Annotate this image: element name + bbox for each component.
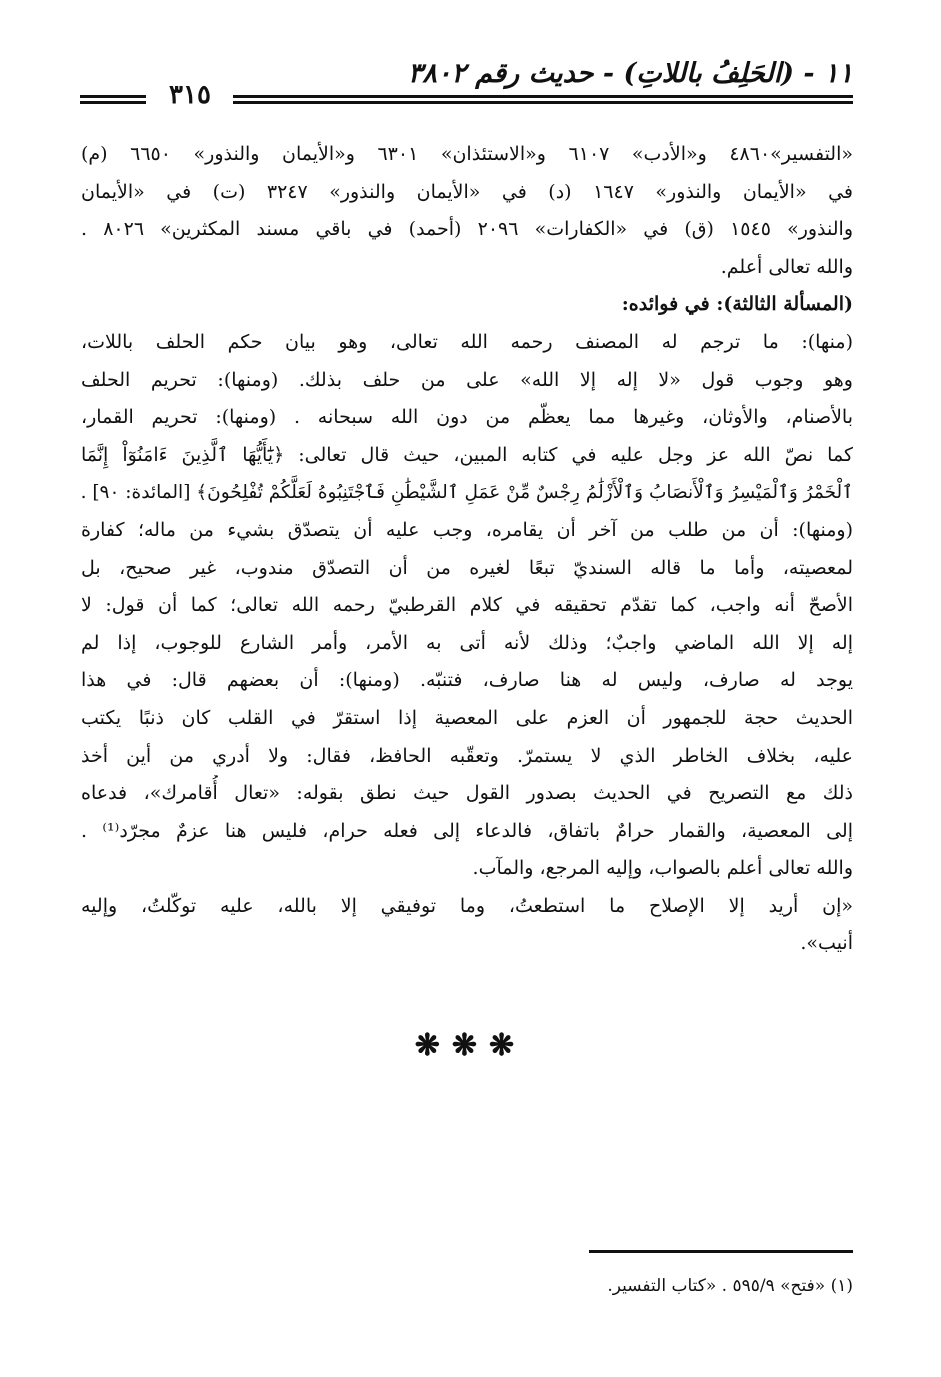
text-line: (ومنها): أن من طلب من آخر أن يقامره، وجب عليه أن يتصدّق بشيء من ماله؛ كفارة xyxy=(81,518,853,541)
text-line: لمعصيته، وأما ما قاله السنديّ تبعًا لغيره من أن التصدّق مندوب، غير صحيح، بل xyxy=(81,556,853,579)
footnote-rule xyxy=(589,1250,853,1253)
text-line: أنيب». xyxy=(800,932,853,955)
header-rule-right xyxy=(233,95,853,105)
footnote: (١) «فتح» ٥٩٥/٩ . «كتاب التفسير. xyxy=(607,1276,853,1296)
text-line: كما نصّ الله عز وجل عليه في كتابه المبين، حيث قال تعالى: ﴿يَٰٓأَيُّهَا ٱلَّذِينَ ءَامَنُوٓاْ إِنَّمَا xyxy=(81,443,853,466)
text-line: (منها): ما ترجم له المصنف رحمه الله تعالى، وهو بيان حكم الحلف باللات، xyxy=(81,330,853,353)
text-line: عليه، بخلاف الخاطر الذي لا يستمرّ. وتعقّبه الحافظ، فقال: ولا أدري من أين أخذ xyxy=(81,744,853,767)
text-line: «التفسير»٤٨٦٠ و«الأدب» ٦١٠٧ و«الاستئذان» ٦٣٠١ و«الأيمان والنذور» ٦٦٥٠ (م) xyxy=(81,143,853,165)
text-line: والنذور» ١٥٤٥ (ق) في «الكفارات» ٢٠٩٦ (أحمد) في باقي مسند المكثرين» ٨٠٢٦ . xyxy=(81,218,853,241)
text-line: الحديث حجة للجمهور أن العزم على المعصية إذا استقرّ في القلب كان ذنبًا يكتب xyxy=(81,706,853,729)
chapter-title: ١١ - (الحَلِفُ باللاتِ) - حديث رقم ٣٨٠٢ xyxy=(407,58,853,89)
body-text xyxy=(81,136,853,963)
text-line: في «الأيمان والنذور» ١٦٤٧ (د) في «الأيمان والنذور» ٣٢٤٧ (ت) في «الأيمان xyxy=(81,180,853,203)
text-line: إلى المعصية، والقمار حرامٌ باتفاق، فالدعاء إلى فعله حرام، فليس هنا عزمٌ مجرّد⁽¹⁾ . xyxy=(81,819,853,842)
text-line: إله إلا الله الماضي واجبٌ؛ وذلك لأنه أتى به الأمر، وأمر الشارع للوجوب، إذا لم xyxy=(81,631,853,654)
header-rule-left xyxy=(80,95,146,105)
text-line: ذلك مع التصريح في الحديث بصدور القول حيث نطق بقوله: «تعال أُقامرك»، فدعاه xyxy=(81,782,853,805)
text-line: وهو وجوب قول «لا إله إلا الله» على من حلف بذلك. (ومنها): تحريم الحلف xyxy=(81,368,853,391)
page-number: ٣١٥ xyxy=(169,80,211,110)
text-line: بالأصنام، والأوثان، وغيرها مما يعظّم من دون الله سبحانه . (ومنها): تحريم القمار، xyxy=(81,406,853,429)
text-line: والله تعالى أعلم. xyxy=(720,255,853,278)
text-line: يوجد له صارف، وليس له هنا صارف، فتنبّه. (ومنها): أن بعضهم قال: في هذا xyxy=(81,669,853,692)
text-line: الأصحّ أنه واجب، كما تقدّم تحقيقه في كلام القرطبيّ رحمه الله تعالى؛ كما أن قول: لا xyxy=(81,594,853,617)
text-line: «إن أريد إلا الإصلاح ما استطعتُ، وما توفيقي إلا بالله، عليه توكّلتُ، وإليه xyxy=(81,894,853,917)
text-line: والله تعالى أعلم بالصواب، وإليه المرجع، والمآب. xyxy=(472,857,853,880)
quran-verse-line: ٱلْخَمْرُ وَٱلْمَيْسِرُ وَٱلْأَنصَابُ وَٱلْأَزْلَٰمُ رِجْسٌ مِّنْ عَمَلِ ٱلشَّيْطَٰنِ فَٱجْتَنِبُوهُ لَعَلَّكُمْ تُفْلِحُونَ﴾ [المائدة: ٩٠] . xyxy=(81,482,853,504)
section-heading: (المسألة الثالثة): في فوائده: xyxy=(621,293,853,316)
section-divider-stars: ❋❋❋ xyxy=(414,1028,527,1063)
